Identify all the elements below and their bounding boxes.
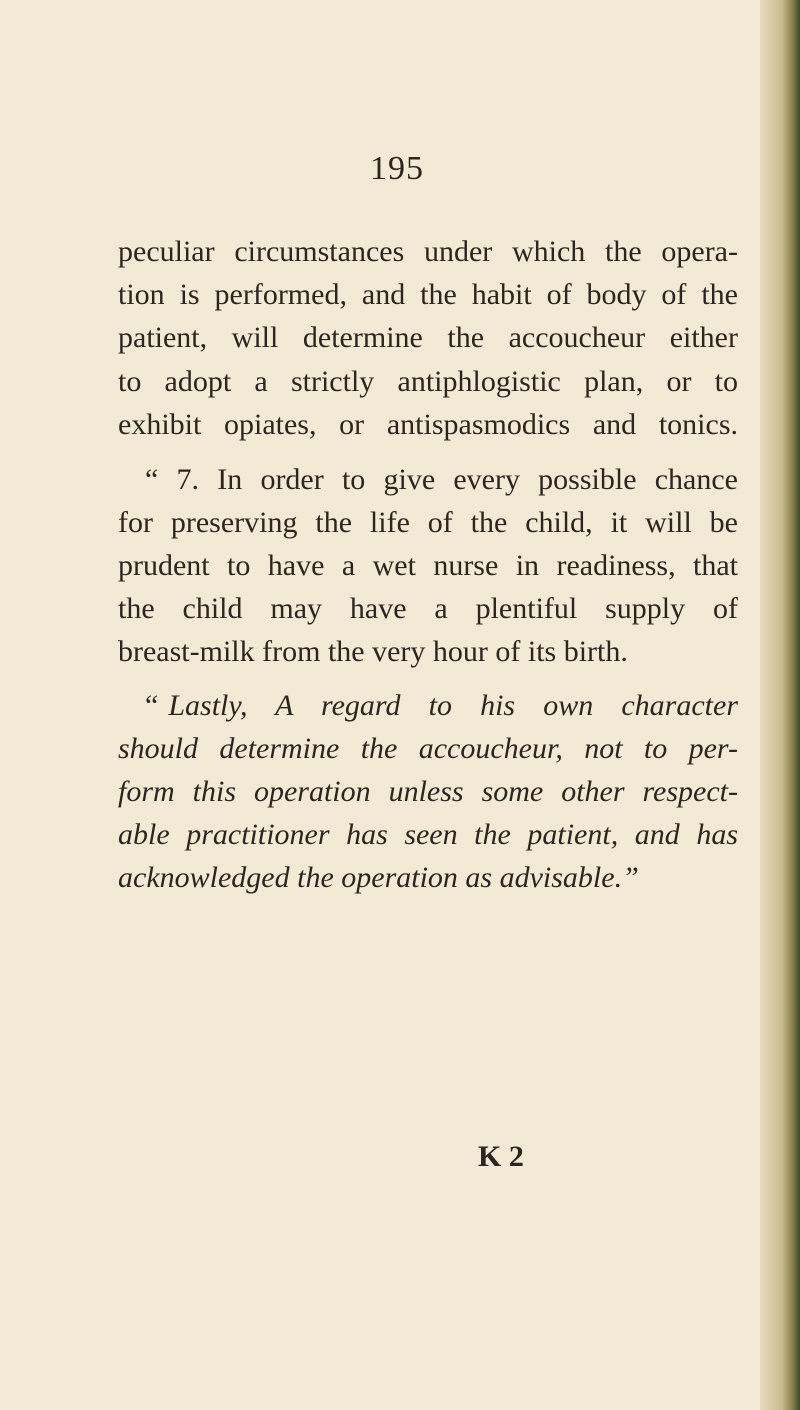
- text-line: peculiar circumstances under which the opera-: [118, 235, 738, 268]
- page-edge-shadow: [760, 0, 800, 1410]
- open-quote: “: [145, 689, 159, 722]
- text-line-content: Lastly, A regard to his own character: [168, 689, 738, 722]
- text-line: should determine the accoucheur, not to per-: [118, 732, 738, 765]
- page-number: 195: [370, 150, 424, 187]
- text-line: acknowledged the operation as advisable.”: [118, 861, 639, 894]
- text-line: the child may have a plentiful supply of: [118, 592, 738, 625]
- text-line: patient, will determine the accoucheur either: [118, 321, 738, 354]
- signature-mark: K 2: [478, 1140, 524, 1173]
- text-line: exhibit opiates, or antispasmodics and tonics.: [118, 408, 738, 441]
- text-line: tion is performed, and the habit of body of the: [118, 278, 738, 311]
- text-line: prudent to have a wet nurse in readiness, that: [118, 549, 738, 582]
- text-line: able practitioner has seen the patient, and has: [118, 818, 738, 851]
- text-line: breast-milk from the very hour of its birth.: [118, 635, 628, 668]
- text-line: for preserving the life of the child, it will be: [118, 506, 738, 539]
- text-line: to adopt a strictly antiphlogistic plan, or to: [118, 365, 738, 398]
- text-line: [145, 686, 738, 726]
- text-line: form this operation unless some other respect-: [118, 775, 738, 808]
- text-line: “ 7. In order to give every possible chance: [145, 463, 738, 496]
